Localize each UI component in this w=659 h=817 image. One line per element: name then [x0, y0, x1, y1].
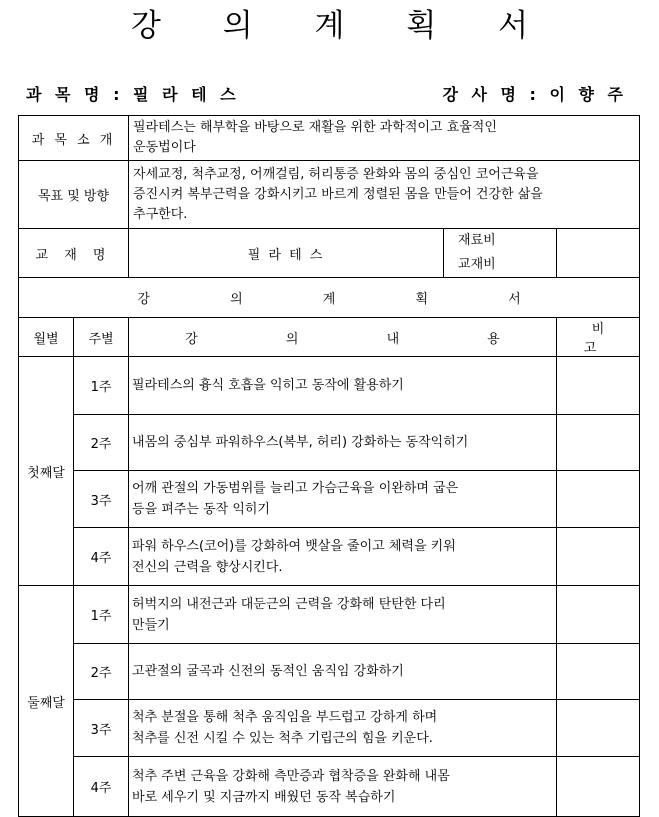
- week-label: 4주: [74, 757, 129, 817]
- week-content-line: 파워 하우스(코어)를 강화하여 뱃살을 줄이고 체력을 키워: [132, 538, 456, 554]
- week-content-line: 만들기: [132, 617, 170, 633]
- course-intro-text: [129, 116, 640, 161]
- course-goal-label: 목표 및 방향: [19, 161, 129, 229]
- course-intro-line: 운동법이다: [133, 140, 196, 155]
- note-header: 비 고: [557, 318, 640, 357]
- week-row: [19, 700, 640, 757]
- week-content-line: 척추 분절을 통해 척추 움직임을 부드럽고 강하게 하며: [132, 710, 438, 725]
- week-content-line: 바로 세우기 및 지금까지 배웠던 동작 복습하기: [132, 789, 396, 805]
- textbook-label: 교 재 명: [19, 229, 129, 278]
- plan-section-title: 강 의 계 획 서: [19, 278, 640, 318]
- week-label: 3주: [74, 471, 129, 528]
- week-label: 3주: [74, 700, 129, 757]
- week-content: [129, 357, 557, 415]
- week-note: [557, 471, 640, 528]
- course-intro-label: 과 목 소 개: [19, 116, 129, 161]
- document-title: 강 의 계 획 서: [130, 8, 555, 44]
- week-note: [557, 700, 640, 757]
- week-content: [129, 700, 557, 757]
- week-note: [557, 586, 640, 644]
- month-label: 둘째달: [19, 586, 74, 817]
- fee-values: [557, 229, 640, 278]
- week-note: [557, 528, 640, 586]
- week-content-line: 고관절의 굴곡과 신전의 동적인 움직임 강화하기: [132, 664, 404, 679]
- month-label: 첫째달: [19, 357, 74, 586]
- plan-section-row: [19, 278, 640, 318]
- week-content-line: 등을 펴주는 동작 익히기: [132, 502, 270, 517]
- week-content-line: 어깨 관절의 가동범위를 늘리고 가슴근육을 이완하며 굽은: [132, 481, 459, 496]
- plan-header-row: [19, 318, 640, 357]
- week-note: [557, 757, 640, 817]
- week-content-line: 전신의 근력을 향상시킨다.: [132, 559, 283, 575]
- course-goal-line: 자세교정, 척추교정, 어깨걸림, 허리통증 완화와 몸의 중심인 코어근육을: [133, 166, 539, 182]
- lecture-plan-table: [18, 115, 640, 817]
- week-row: [19, 415, 640, 471]
- week-header: 주별: [74, 318, 129, 357]
- content-header: 강 의 내 용: [129, 318, 557, 357]
- week-content: [129, 757, 557, 817]
- week-note: [557, 357, 640, 415]
- week-row: [19, 644, 640, 700]
- week-content: [129, 471, 557, 528]
- course-goal-line: 추구한다.: [133, 206, 188, 222]
- textbook-value: 필 라 테 스: [129, 229, 444, 278]
- subject-name: 과 목 명 : 필 라 테 스: [26, 85, 240, 104]
- week-content-line: 척추를 신전 시킬 수 있는 척추 기립근의 힘을 키운다.: [132, 731, 433, 746]
- week-label: 1주: [74, 357, 129, 415]
- week-row: [19, 471, 640, 528]
- textbook-fee-label: 교재비: [458, 257, 496, 272]
- week-content-line: 척추 주변 근육을 강화해 측만증과 협착증을 완화해 내몸: [132, 768, 450, 784]
- course-goal-line: 증진시켜 복부근력을 강화시키고 바르게 정렬된 몸을 만들어 건강한 삶을: [133, 186, 543, 202]
- week-content-line: 허벅지의 내전근과 대둔근의 근력을 강화해 탄탄한 다리: [132, 596, 446, 612]
- week-row: [19, 357, 640, 415]
- week-content: [129, 528, 557, 586]
- week-row: [19, 757, 640, 817]
- week-row: [19, 528, 640, 586]
- material-fee-label: 재료비: [458, 233, 496, 248]
- course-goal-text: [129, 161, 640, 229]
- week-label: 2주: [74, 644, 129, 700]
- week-content-line: 필라테스의 흉식 호흡을 익히고 동작에 활용하기: [132, 378, 404, 393]
- week-content-line: 내몸의 중심부 파워하우스(복부, 허리) 강화하는 동작익히기: [132, 435, 469, 450]
- course-intro-line: 필라테스는 해부학을 바탕으로 재활을 위한 과학적이고 효율적인: [133, 120, 497, 135]
- course-intro-row: [19, 116, 640, 161]
- course-goal-row: [19, 161, 640, 229]
- instructor-name: 강 사 명 : 이 향 주: [442, 85, 627, 104]
- week-note: [557, 644, 640, 700]
- month-header: 월별: [19, 318, 74, 357]
- week-note: [557, 415, 640, 471]
- fee-labels: [444, 229, 557, 278]
- week-content: [129, 586, 557, 644]
- week-row: [19, 586, 640, 644]
- week-content: [129, 415, 557, 471]
- textbook-row: [19, 229, 640, 278]
- week-label: 1주: [74, 586, 129, 644]
- week-content: [129, 644, 557, 700]
- week-label: 4주: [74, 528, 129, 586]
- week-label: 2주: [74, 415, 129, 471]
